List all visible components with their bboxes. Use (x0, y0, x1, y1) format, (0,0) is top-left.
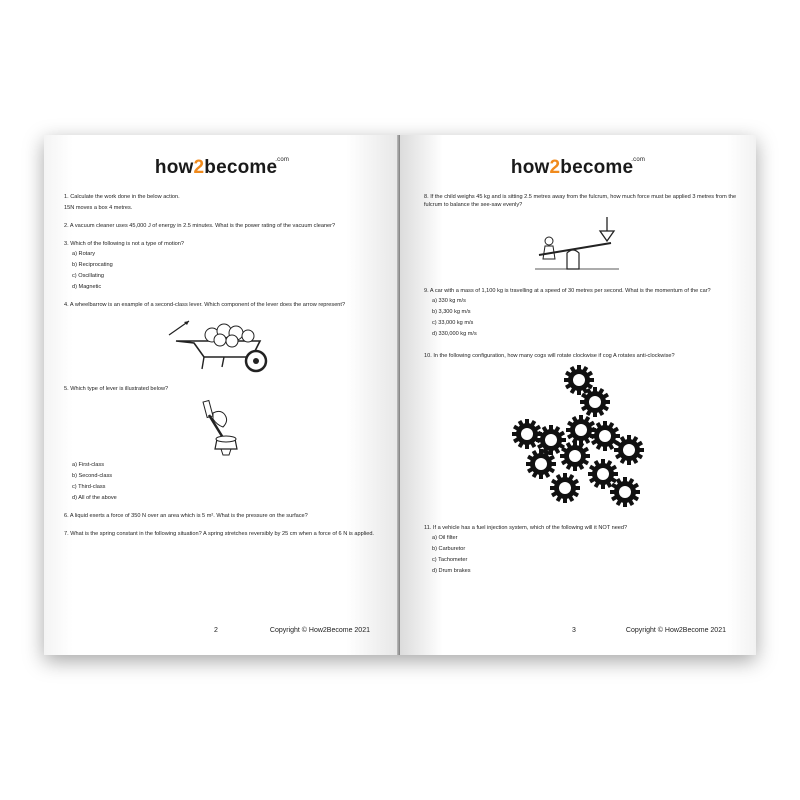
question-4 (64, 301, 384, 375)
question-text: 5. Which type of lever is illustrated below? (64, 386, 169, 392)
brand-logo: how2become$^{.com}$ (510, 157, 646, 178)
options-list (72, 250, 384, 291)
option: a) Rotary (72, 251, 96, 257)
option: b) Carburetor (432, 546, 466, 552)
open-book (40, 135, 760, 655)
option: a) Oil filter (432, 535, 458, 541)
option: d) All of the above (72, 495, 117, 501)
option: d) 330,000 kg m/s (432, 331, 477, 337)
option: b) 3,300 kg m/s (432, 309, 471, 315)
question-text: 4. A wheelbarrow is an example of a second-class lever. Which component of the lever does the arrow represent? (64, 302, 346, 308)
question-text: 7. What is the spring constant in the following situation? A spring stretches reversibly by 25 cm when a force of 6 N is applied. (64, 531, 374, 537)
question-11 (424, 524, 744, 575)
question-9 (424, 287, 744, 338)
question-text: 9. A car with a mass of 1,100 kg is travelling at a speed of 30 metres per second. What is the momentum of the car? (424, 288, 711, 294)
question-text: 1. Calculate the work done in the below action. (64, 194, 180, 200)
left-page-content (64, 193, 384, 548)
option: c) Tachometer (432, 557, 468, 563)
left-page (44, 135, 400, 655)
cogs-diagram (499, 364, 669, 514)
brand-logo: how2become$^{.com}$ (154, 157, 290, 178)
question-1 (64, 193, 384, 212)
option: c) 33,000 kg m/s (432, 320, 474, 326)
options-list (432, 297, 744, 338)
question-text: 2. A vacuum cleaner uses 45,000 J of energy in 2.5 minutes. What is the power rating of the vacuum cleaner? (64, 223, 336, 229)
option: b) Reciprocating (72, 262, 113, 268)
right-page (400, 135, 756, 655)
option: c) Third-class (72, 484, 106, 490)
question-text: 6. A liquid exerts a force of 350 N over an area which is 5 m². What is the pressure on the surface? (64, 513, 308, 519)
copyright: Copyright © How2Become 2021 (269, 627, 370, 634)
question-3 (64, 240, 384, 291)
question-text: 11. If a vehicle has a fuel injection system, which of the following will it NOT need? (424, 525, 628, 531)
copyright: Copyright © How2Become 2021 (625, 627, 726, 634)
question-text: 10. In the following configuration, how many cogs will rotate clockwise if cog A rotates anti-clockwise? (424, 353, 675, 359)
question-6 (64, 512, 384, 520)
page-number: 3 (572, 627, 576, 634)
question-7 (64, 530, 384, 538)
question-5 (64, 385, 384, 502)
option: d) Magnetic (72, 284, 102, 290)
question-text: 8. If the child weighs 45 kg and is sitting 2.5 metres away from the fulcrum, how much force must be applied 3 metres from the fulcrum to balance the see-saw evenly? (424, 194, 737, 208)
see-saw-illustration (529, 213, 639, 273)
question-2 (64, 222, 384, 230)
option: d) Drum brakes (432, 568, 471, 574)
question-8 (424, 193, 744, 273)
option: a) 330 kg m/s (432, 298, 466, 304)
option: c) Oscillating (72, 273, 105, 279)
question-10 (424, 352, 744, 514)
options-list (72, 461, 384, 502)
options-list (432, 534, 744, 575)
question-text: 3. Which of the following is not a type of motion? (64, 241, 185, 247)
option: a) First-class (72, 462, 105, 468)
right-page-content (424, 193, 744, 585)
wheelbarrow-illustration (164, 313, 284, 375)
lever-tool-illustration (199, 397, 249, 457)
question-subtext: 15N moves a box 4 metres. (64, 205, 133, 211)
page-number: 2 (214, 627, 218, 634)
option: b) Second-class (72, 473, 113, 479)
